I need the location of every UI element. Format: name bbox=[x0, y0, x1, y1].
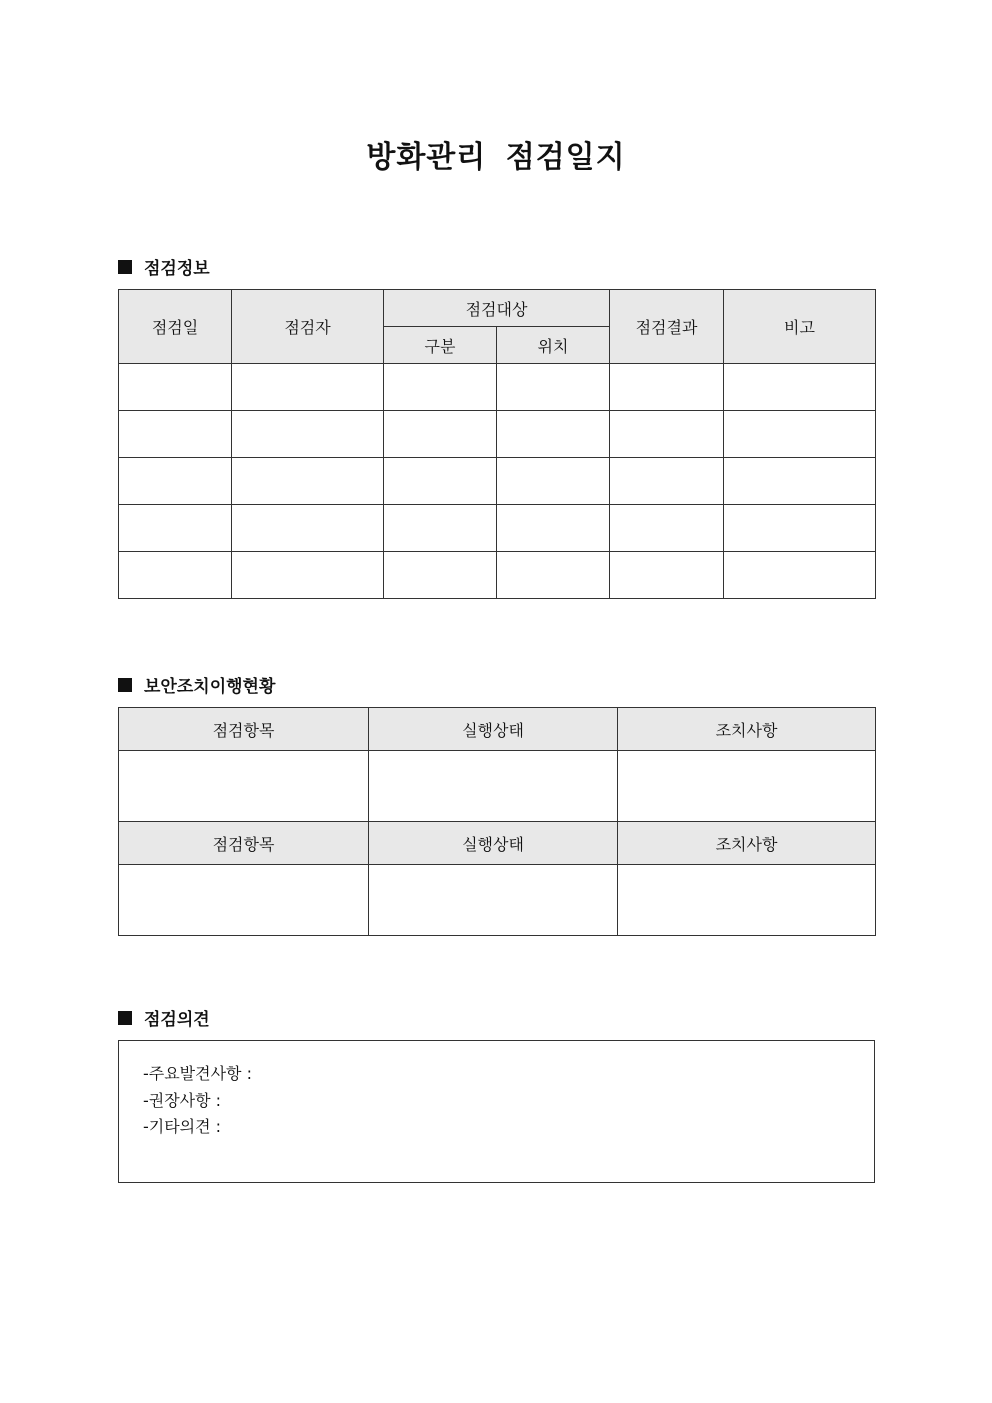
table-cell[interactable] bbox=[724, 364, 876, 411]
section-heading-label: 점검의견 bbox=[144, 1010, 210, 1030]
table-cell[interactable] bbox=[384, 505, 497, 552]
table-cell[interactable] bbox=[724, 411, 876, 458]
header-check-item: 점검항목 bbox=[119, 822, 369, 865]
section-heading-info bbox=[118, 254, 210, 279]
table-cell[interactable] bbox=[119, 751, 369, 822]
table-cell[interactable] bbox=[724, 552, 876, 599]
table-cell[interactable] bbox=[369, 751, 618, 822]
table-cell[interactable] bbox=[232, 505, 384, 552]
table-cell[interactable] bbox=[232, 411, 384, 458]
table-cell[interactable] bbox=[232, 364, 384, 411]
table-cell[interactable] bbox=[119, 411, 232, 458]
header-inspector: 점검자 bbox=[232, 290, 384, 364]
section-heading-label: 점검정보 bbox=[144, 259, 210, 279]
square-bullet-icon bbox=[118, 260, 132, 274]
table-cell[interactable] bbox=[119, 865, 369, 936]
section-heading-security bbox=[118, 672, 275, 697]
table-cell[interactable] bbox=[497, 505, 610, 552]
table-cell[interactable] bbox=[724, 505, 876, 552]
table-row bbox=[119, 411, 876, 458]
table-cell[interactable] bbox=[384, 552, 497, 599]
square-bullet-icon bbox=[118, 678, 132, 692]
table-cell[interactable] bbox=[384, 411, 497, 458]
table-cell[interactable] bbox=[232, 552, 384, 599]
opinion-main-findings: -주요발견사항 : bbox=[143, 1064, 252, 1083]
security-status-table bbox=[118, 707, 876, 936]
opinion-box[interactable] bbox=[118, 1040, 875, 1183]
table-cell[interactable] bbox=[610, 458, 724, 505]
table-cell[interactable] bbox=[119, 505, 232, 552]
header-action-taken: 조치사항 bbox=[618, 822, 876, 865]
section-heading-opinion bbox=[118, 1005, 210, 1030]
table-cell[interactable] bbox=[610, 364, 724, 411]
table-cell[interactable] bbox=[384, 458, 497, 505]
header-remarks: 비고 bbox=[724, 290, 876, 364]
table-cell[interactable] bbox=[119, 552, 232, 599]
table-cell[interactable] bbox=[369, 865, 618, 936]
table-cell[interactable] bbox=[724, 458, 876, 505]
table-row bbox=[119, 751, 876, 822]
header-action-taken: 조치사항 bbox=[618, 708, 876, 751]
header-category: 구분 bbox=[384, 327, 497, 364]
square-bullet-icon bbox=[118, 1011, 132, 1025]
table-cell[interactable] bbox=[232, 458, 384, 505]
inspection-info-table bbox=[118, 289, 876, 599]
header-check-item: 점검항목 bbox=[119, 708, 369, 751]
header-execution-status: 실행상태 bbox=[369, 822, 618, 865]
table-cell[interactable] bbox=[497, 552, 610, 599]
opinion-other: -기타의견 : bbox=[143, 1117, 222, 1136]
header-date: 점검일 bbox=[119, 290, 232, 364]
header-result: 점검결과 bbox=[610, 290, 724, 364]
table-cell[interactable] bbox=[119, 458, 232, 505]
table-cell[interactable] bbox=[119, 364, 232, 411]
opinion-recommendations: -권장사항 : bbox=[143, 1090, 222, 1110]
document-title: 방화관리 점검일지 bbox=[366, 140, 626, 175]
table-row bbox=[119, 458, 876, 505]
table-cell[interactable] bbox=[497, 411, 610, 458]
table-cell[interactable] bbox=[610, 552, 724, 599]
table-row bbox=[119, 505, 876, 552]
table-cell[interactable] bbox=[618, 751, 876, 822]
table-row bbox=[119, 364, 876, 411]
section-heading-label: 보안조치이행현황 bbox=[144, 677, 276, 697]
header-target: 점검대상 bbox=[384, 290, 610, 327]
table-cell[interactable] bbox=[610, 411, 724, 458]
table-cell[interactable] bbox=[497, 458, 610, 505]
table-row bbox=[119, 865, 876, 936]
table-cell[interactable] bbox=[497, 364, 610, 411]
header-location: 위치 bbox=[497, 327, 610, 364]
table-cell[interactable] bbox=[610, 505, 724, 552]
table-cell[interactable] bbox=[618, 865, 876, 936]
header-execution-status: 실행상태 bbox=[369, 708, 618, 751]
table-cell[interactable] bbox=[384, 364, 497, 411]
table-row bbox=[119, 552, 876, 599]
